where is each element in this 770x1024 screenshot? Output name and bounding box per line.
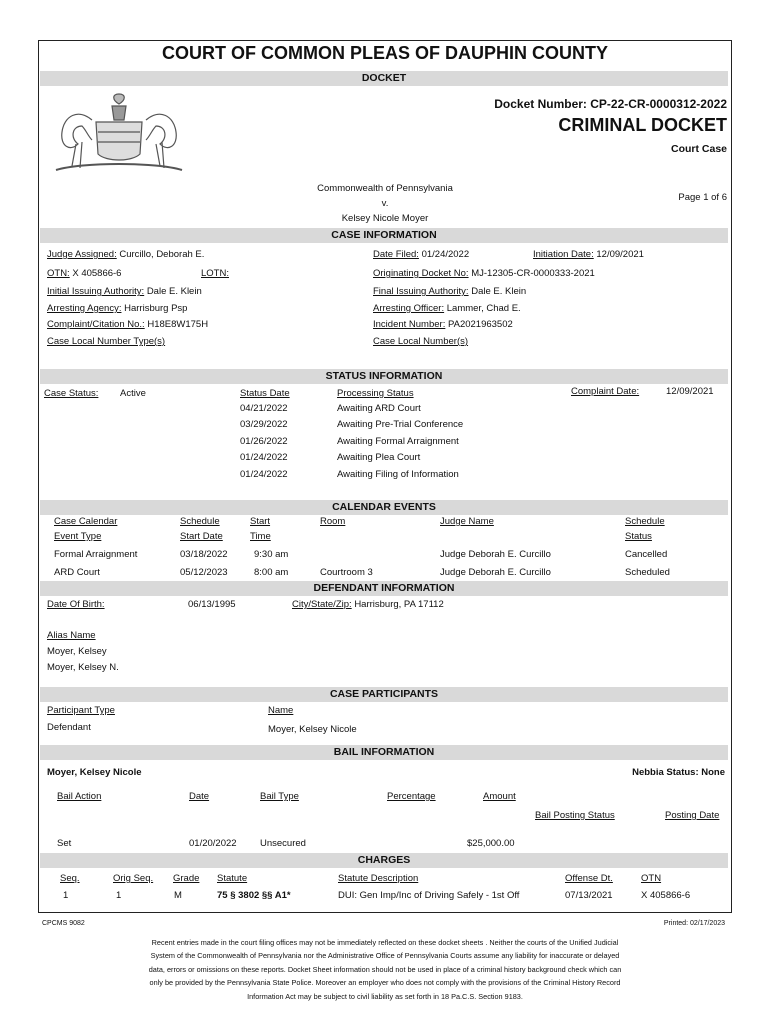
originating-docket: Originating Docket No: MJ-12305-CR-0000333-2021 (373, 268, 595, 279)
status-row-date: 01/26/2022 (240, 436, 288, 447)
status-row-date: 03/29/2022 (240, 419, 288, 430)
bail-header-amount: Amount (483, 791, 516, 802)
status-row-status: Awaiting Filing of Information (337, 469, 459, 480)
bail-date: 01/20/2022 (189, 838, 237, 849)
alias-item: Moyer, Kelsey N. (47, 662, 119, 673)
judge-assigned: Judge Assigned: Curcillo, Deborah E. (47, 249, 205, 260)
disclaimer-line: Recent entries made in the court filing offices may not be immediately reflected on these docket sheets . Neither the courts of the Unified Judicial (151, 938, 619, 947)
disclaimer-line: only be provided by the Pennsylvania State Police. Moreover an employer who does not comply with the provisions of the Criminal History Record (149, 978, 621, 988)
pennsylvania-seal-icon (52, 92, 186, 176)
calendar-header-event: Case Calendar (54, 516, 118, 527)
final-issuing-authority: Final Issuing Authority: Dale E. Klein (373, 286, 527, 297)
charges-header-grade: Grade (173, 873, 200, 884)
charges-header-orig-seq: Orig Seq. (113, 873, 154, 884)
docket-bar: DOCKET (40, 71, 728, 86)
calendar-row-date: 03/18/2022 (180, 549, 228, 560)
case-local-number: Case Local Number(s) (373, 336, 469, 347)
status-row-status: Awaiting Pre-Trial Conference (337, 419, 464, 430)
printed-date: Printed: 02/17/2023 (663, 920, 725, 927)
participant-type-header: Participant Type (47, 705, 115, 716)
lotn: LOTN: (201, 268, 229, 279)
charge-description: DUI: Gen Imp/Inc of Driving Safely - 1st Off (338, 890, 520, 901)
calendar-header-room: Room (320, 516, 346, 527)
calendar-header-start: Start (250, 516, 271, 527)
calendar-header-schedule: Start Date (180, 531, 223, 542)
charge-seq: 1 (63, 890, 69, 901)
otn: OTN: X 405866-6 (47, 268, 122, 279)
incident-number: Incident Number: PA2021963502 (373, 319, 513, 330)
calendar-row-judge: Judge Deborah E. Curcillo (440, 567, 551, 578)
dob-label: Date Of Birth: (47, 599, 105, 610)
participants-bar: CASE PARTICIPANTS (40, 687, 728, 702)
calendar-header-status: Schedule (625, 516, 665, 527)
status-row-date: 01/24/2022 (240, 469, 288, 480)
calendar-header-judge: Judge Name (440, 516, 494, 527)
docket-type: CRIMINAL DOCKET (558, 115, 727, 135)
disclaimer-line: System of the Commonwealth of Pennsylvania nor the Administrative Office of Pennsylvania Courts assume any liability for inaccurate or delayed (150, 951, 620, 961)
bail-header-percentage: Percentage (387, 791, 436, 802)
charges-header-statute: Statute (217, 873, 248, 884)
date-filed: Date Filed: 01/24/2022 (373, 249, 470, 260)
arresting-officer: Arresting Officer: Lammer, Chad E. (373, 303, 521, 314)
processing-status-header: Processing Status (337, 388, 414, 399)
bail-info-bar: BAIL INFORMATION (40, 745, 728, 760)
court-case-label: Court Case (670, 143, 727, 155)
disclaimer-line: data, errors or omissions on these reports. Docket Sheet information should not be used in place of a criminal history background check which can (148, 964, 622, 974)
calendar-row-room: Courtroom 3 (320, 567, 373, 578)
calendar-header-start: Time (250, 531, 271, 542)
bail-header-date: Date (189, 791, 210, 802)
docket-number: Docket Number: CP-22-CR-0000312-2022 (494, 97, 727, 111)
alias-item: Moyer, Kelsey (47, 646, 107, 657)
complaint-date-label: Complaint Date: (571, 386, 640, 397)
calendar-row-time: 9:30 am (254, 549, 289, 560)
charge-grade: M (174, 890, 182, 901)
calendar-row-event: Formal Arraignment (54, 549, 138, 560)
bail-header-posting-date: Posting Date (665, 810, 720, 821)
bail-person: Moyer, Kelsey Nicole (47, 767, 142, 778)
arresting-agency: Arresting Agency: Harrisburg Psp (47, 303, 188, 314)
participant-name: Moyer, Kelsey Nicole (268, 724, 357, 735)
bail-amount: $25,000.00 (467, 838, 515, 849)
case-status: Case Status: (44, 388, 99, 399)
complaint-citation: Complaint/Citation No.: H18E8W175H (47, 319, 209, 330)
form-number: CPCMS 9082 (42, 920, 85, 927)
calendar-row-event: ARD Court (54, 567, 100, 578)
initiation-date: Initiation Date: 12/09/2021 (533, 249, 644, 260)
calendar-row-date: 05/12/2023 (180, 567, 228, 578)
status-row-status: Awaiting Plea Court (337, 452, 421, 463)
charge-statute: 75 § 3802 §§ A1* (217, 890, 291, 901)
case-status-value: Active (120, 388, 146, 399)
complaint-date: 12/09/2021 (666, 386, 714, 397)
calendar-header-status: Status (625, 531, 652, 542)
defendant-info-bar: DEFENDANT INFORMATION (40, 581, 728, 596)
caption-plaintiff: Commonwealth of Pennsylvania (317, 183, 453, 194)
case-info-bar: CASE INFORMATION (40, 228, 728, 243)
charge-offense-date: 07/13/2021 (565, 890, 613, 901)
bail-header-posting-status: Bail Posting Status (535, 810, 615, 821)
disclaimer (60, 936, 710, 1003)
status-info-bar: STATUS INFORMATION (40, 369, 728, 384)
participant-type: Defendant (47, 722, 91, 733)
nebbia-status: Nebbia Status: None (632, 767, 725, 778)
status-row-date: 04/21/2022 (240, 403, 288, 414)
bail-type: Unsecured (260, 838, 306, 849)
disclaimer-line: Information Act may be subject to civil liability as set forth in 18 Pa.C.S. Section 9183. (247, 991, 523, 1001)
charge-otn: X 405866-6 (641, 890, 691, 901)
calendar-row-status: Cancelled (625, 549, 668, 560)
bail-action: Set (57, 838, 72, 849)
status-row-date: 01/24/2022 (240, 452, 288, 463)
calendar-row-status: Scheduled (625, 567, 670, 578)
calendar-row-judge: Judge Deborah E. Curcillo (440, 549, 551, 560)
bail-header-action: Bail Action (57, 791, 102, 802)
dob-value: 06/13/1995 (188, 599, 236, 610)
charges-header-description: Statute Description (338, 873, 419, 884)
caption-versus: v. (381, 198, 389, 209)
initial-issuing-authority: Initial Issuing Authority: Dale E. Klein (47, 286, 202, 297)
alias-name-header: Alias Name (47, 630, 96, 641)
charge-orig-seq: 1 (116, 890, 122, 901)
charges-header-seq: Seq. (60, 873, 80, 884)
calendar-header-event: Event Type (54, 531, 102, 542)
charges-bar: CHARGES (40, 853, 728, 868)
court-title: COURT OF COMMON PLEAS OF DAUPHIN COUNTY (162, 43, 608, 63)
caption-defendant: Kelsey Nicole Moyer (341, 213, 429, 224)
charges-header-otn: OTN (641, 873, 662, 884)
status-row-status: Awaiting ARD Court (337, 403, 421, 414)
page-indicator: Page 1 of 6 (678, 192, 727, 203)
bail-header-type: Bail Type (260, 791, 299, 802)
case-local-number-type: Case Local Number Type(s) (47, 336, 166, 347)
status-date-header: Status Date (240, 388, 290, 399)
status-row-status: Awaiting Formal Arraignment (337, 436, 459, 447)
city-state-zip: City/State/Zip: Harrisburg, PA 17112 (292, 599, 444, 610)
calendar-header-schedule: Schedule (180, 516, 220, 527)
calendar-row-time: 8:00 am (254, 567, 289, 578)
calendar-bar: CALENDAR EVENTS (40, 500, 728, 515)
participant-name-header: Name (268, 705, 294, 716)
charges-header-offense-date: Offense Dt. (565, 873, 613, 884)
